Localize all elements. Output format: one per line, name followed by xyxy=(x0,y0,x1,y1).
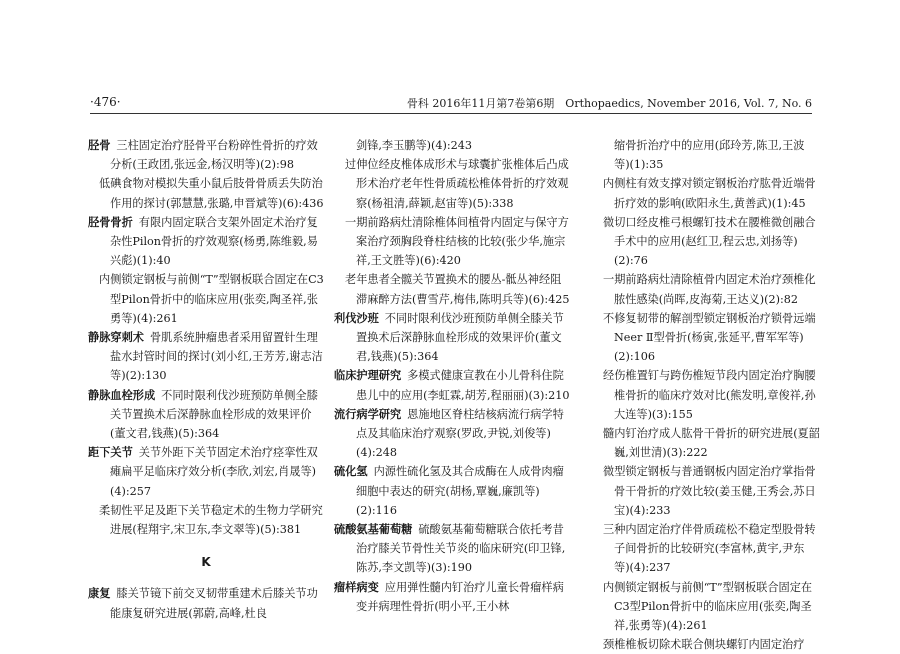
index-entry xyxy=(592,520,820,578)
index-entry xyxy=(334,520,572,578)
index-entry-text: 膝关节镜下前交叉韧带重建术后膝关节功能康复研究进展(郭蔚,高峰,杜良 xyxy=(110,587,318,620)
index-entry-text: 剑锋,李玉鹏等)(4):243 xyxy=(356,139,473,152)
index-entry-text: 应用弹性髓内钉治疗儿童长骨瘤样病变并病理性骨折(明小平,王小林 xyxy=(356,580,564,613)
index-keyword: 瘤样病变 xyxy=(334,580,379,594)
index-entry-text: 内侧柱有效支撑对锁定钢板治疗肱骨近端骨折疗效的影响(欧阳永生,黄善武)(1):45 xyxy=(603,177,816,210)
index-entry-text: 不同时限利伐沙班预防单侧全膝关节置换术后深静脉血栓形成的效果评价(董文君,钱燕)(5):364 xyxy=(110,388,318,441)
index-keyword: 距下关节 xyxy=(88,446,133,460)
index-entry-text: 一期前路病灶清除植骨内固定术治疗颈椎化脓性感染(尚晖,皮海菊,王达义)(2):82 xyxy=(603,273,816,306)
index-entry xyxy=(592,213,820,271)
index-entry-text: 有限内固定联合支架外固定术治疗复杂性Pilon骨折的疗效观察(杨勇,陈维毅,易兴彪)(1):40 xyxy=(110,215,318,268)
index-keyword: 静脉血栓形成 xyxy=(88,388,156,402)
index-entry xyxy=(334,462,572,520)
index-column-3 xyxy=(592,136,820,654)
index-entry-text: 髓内钉治疗成人肱骨干骨折的研究进展(夏韶巍,刘世清)(3):222 xyxy=(603,427,820,460)
index-entry-text: 缩骨折治疗中的应用(邱玲芳,陈卫,王波等)(1):35 xyxy=(614,139,805,172)
index-entry xyxy=(592,366,820,424)
index-entry-text: 骨肌系统肿瘤患者采用留置针生理盐水封管时间的探讨(刘小红,王芳芳,谢志洁等)(2):130 xyxy=(110,331,323,383)
index-column-1 xyxy=(88,136,324,623)
index-entry-text: 内侧锁定钢板与前侧“T”型钢板联合固定在C3型Pilon骨折中的临床应用(张奕,陶圣祥,张勇等)(4):261 xyxy=(99,273,324,325)
index-entry xyxy=(592,635,820,654)
index-keyword: 流行病学研究 xyxy=(334,407,402,421)
index-entry xyxy=(334,366,572,404)
index-entry xyxy=(334,405,572,463)
index-entry xyxy=(592,462,820,520)
index-entry-text: 老年患者全髋关节置换术的腰丛-骶丛神经阻滞麻醉方法(曹雪芹,梅伟,陈明兵等)(6):425 xyxy=(345,273,570,306)
index-column-2 xyxy=(334,136,572,616)
index-keyword: 胫骨 xyxy=(88,139,111,152)
index-keyword: 硫酸氨基葡萄糖 xyxy=(334,523,413,537)
index-entry-text: 过伸位经皮椎体成形术与球囊扩张椎体后凸成形术治疗老年性骨质疏松椎体骨折的疗效观察(杨祖清,薛颖,赵宙等)(5):338 xyxy=(345,158,569,210)
index-entry xyxy=(592,309,820,367)
index-entry-text: 低碘食物对模拟失重小鼠后肢骨骨质丢失防治作用的探讨(郭慧慧,张璐,申晋斌等)(6):436 xyxy=(99,177,324,210)
index-entry xyxy=(592,174,820,212)
index-entry-text: 三种内固定治疗伴骨质疏松不稳定型股骨转子间骨折的比较研究(李富林,黄宇,尹东等)(4):237 xyxy=(603,523,816,575)
index-entry xyxy=(88,213,324,271)
index-entry-text: 内源性硫化氢及其合成酶在人成骨肉瘤细胞中表达的研究(胡杨,覃巍,廉凯等)(2):116 xyxy=(356,465,564,517)
index-entry-text: 微切口经皮椎弓根螺钉技术在腰椎微创融合手术中的应用(赵红卫,程云忠,刘扬等)(2):76 xyxy=(603,215,816,268)
section-letter: K xyxy=(201,555,211,570)
index-entry xyxy=(592,270,820,308)
index-entry xyxy=(88,501,324,539)
index-entry-text: 硫酸氨基葡萄糖联合依托考昔治疗膝关节骨性关节炎的临床研究(印卫锋,陈苏,李文凯等)(3):190 xyxy=(356,523,566,575)
index-entry-text: 内侧锁定钢板与前侧“T”型钢板联合固定在C3型Pilon骨折中的临床应用(张奕,陶圣祥,张勇等)(4):261 xyxy=(603,580,813,633)
index-entry xyxy=(88,386,324,444)
index-entry-text: 恩施地区脊柱结核病流行病学特点及其临床治疗观察(罗政,尹锐,刘俊等)(4):248 xyxy=(356,407,564,460)
index-entry xyxy=(88,174,324,212)
index-keyword: 胫骨骨折 xyxy=(88,215,133,229)
index-entry xyxy=(592,136,820,174)
running-title: 骨科 2016年11月第7卷第6期 Orthopaedics, November 2016, Vol. 7, No. 6 xyxy=(406,97,812,110)
index-keyword: 静脉穿刺术 xyxy=(88,331,144,345)
index-entry xyxy=(334,155,572,213)
index-entry xyxy=(88,270,324,328)
index-entry-text: 三柱固定治疗胫骨平台粉碎性骨折的疗效分析(王政团,张远金,杨汉明等)(2):98 xyxy=(110,139,318,172)
index-entry-text: 不同时限利伐沙班预防单侧全膝关节置换术后深静脉血栓形成的效果评价(董文君,钱燕)(5):364 xyxy=(356,311,564,364)
index-entry xyxy=(88,328,324,386)
index-keyword: 临床护理研究 xyxy=(334,369,402,383)
index-entry-text: 关节外距下关节固定术治疗痉挛性双瘫扁平足临床疗效分析(李欣,刘宏,肖晟等)(4):257 xyxy=(110,446,318,498)
index-keyword: 康复 xyxy=(88,587,111,601)
index-entry-text: 一期前路病灶清除椎体间植骨内固定与保守方案治疗颈胸段脊柱结核的比较(张少华,施宗祥,王文胜等)(6):420 xyxy=(345,215,569,268)
header-rule xyxy=(90,113,812,114)
index-entry-text: 柔韧性平足及距下关节稳定术的生物力学研究进展(程翔宇,宋卫东,李文翠等)(5):381 xyxy=(99,503,323,537)
index-keyword: 利伐沙班 xyxy=(334,311,379,325)
page-number: ·476· xyxy=(90,95,121,109)
index-entry xyxy=(88,443,324,501)
index-entry xyxy=(334,136,572,155)
index-entry-text: 经伤椎置钉与跨伤椎短节段内固定治疗胸腰椎骨折的临床疗效对比(熊发明,章俊祥,孙大连等)(3):155 xyxy=(603,369,816,421)
index-entry xyxy=(88,584,324,622)
index-entry xyxy=(334,213,572,271)
index-entry-text: 多模式健康宣教在小儿骨科住院患儿中的应用(李虹霖,胡芳,程丽丽)(3):210 xyxy=(356,369,570,402)
index-entry xyxy=(334,309,572,367)
page-header xyxy=(90,95,812,113)
index-keyword: 硫化氢 xyxy=(334,465,368,479)
index-entry xyxy=(334,270,572,308)
index-entry xyxy=(88,136,324,174)
index-entry xyxy=(592,578,820,636)
index-entry-text: 微型锁定钢板与普通钢板内固定治疗掌指骨骨干骨折的疗效比较(姜玉健,王秀会,苏日宝)(4):233 xyxy=(603,465,816,517)
index-entry-text: 颈椎椎板切除术联合侧块螺钉内固定治疗 xyxy=(603,638,805,652)
index-entry xyxy=(334,578,572,616)
index-entry-text: 不修复韧带的解剖型锁定钢板治疗锁骨远端Neer Ⅱ型骨折(杨寅,张延平,曹军军等)(2):106 xyxy=(603,311,816,364)
index-entry xyxy=(592,424,820,462)
